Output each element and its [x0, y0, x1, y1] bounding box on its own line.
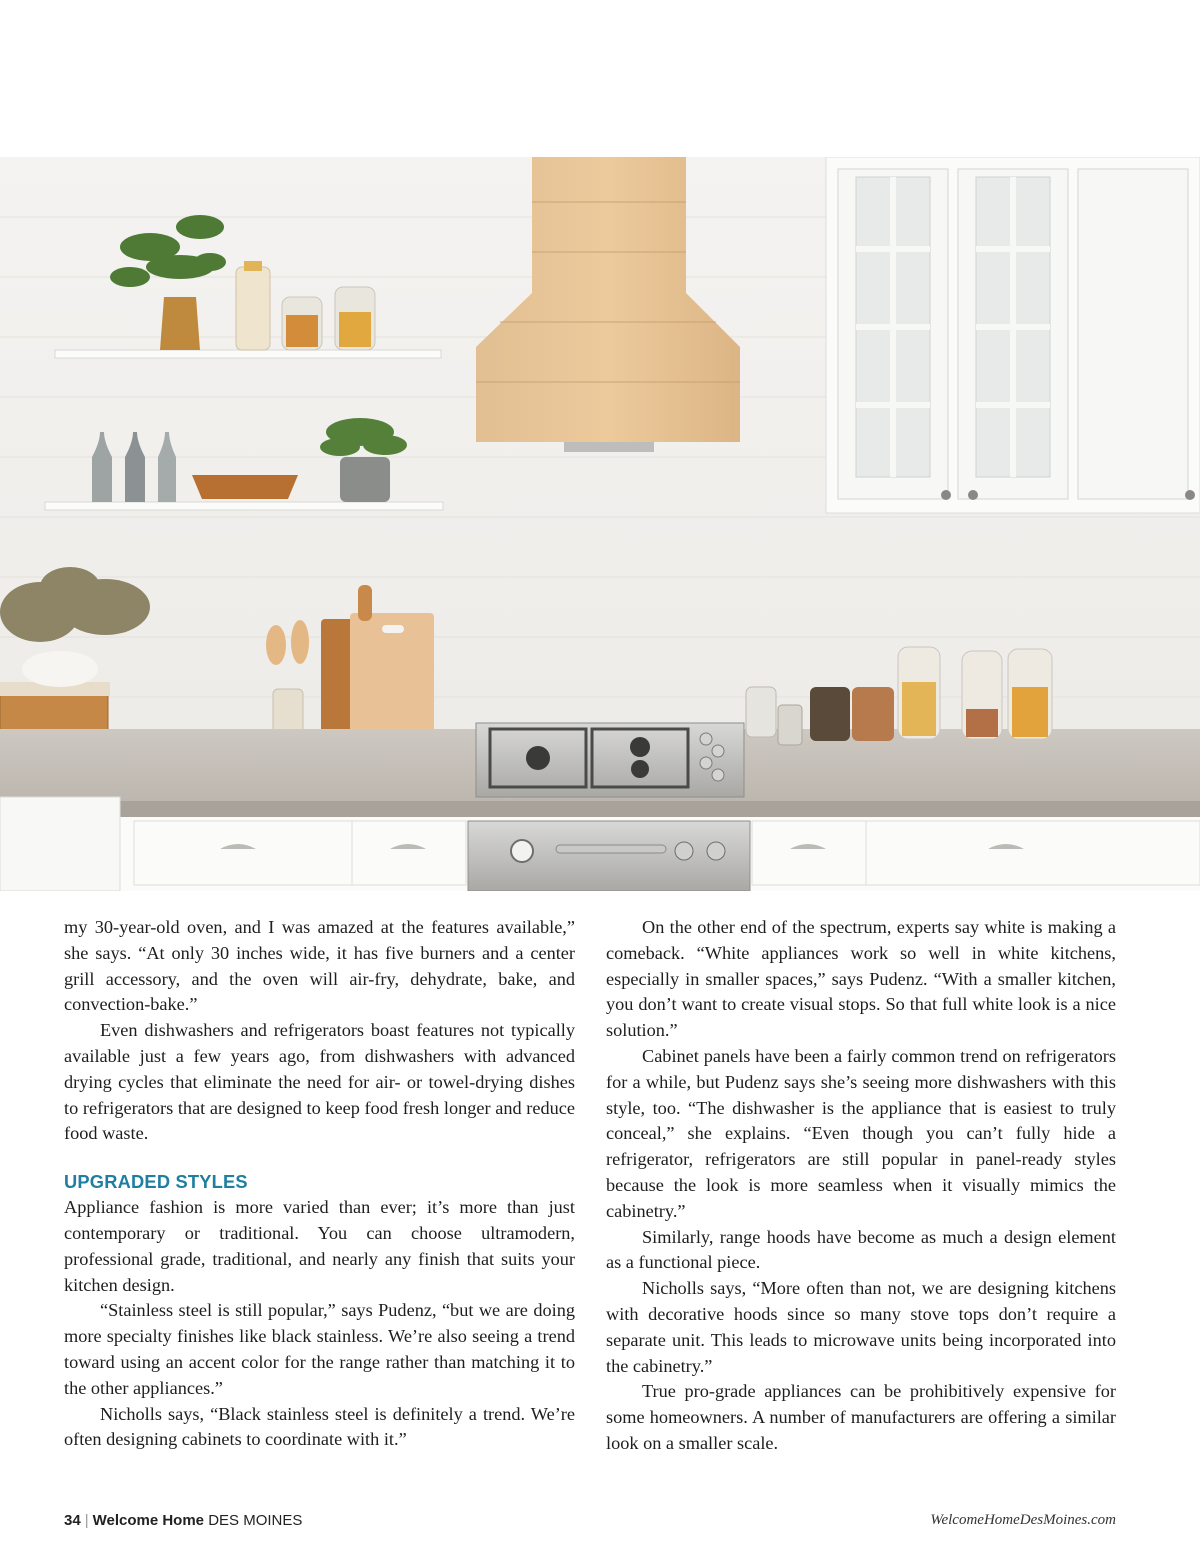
website-url: WelcomeHomeDesMoines.com: [930, 1512, 1116, 1528]
body-paragraph: my 30-year-old oven, and I was amazed at the features available,” she says. “At only 30 inches wide, it has five burners and a center grill accessory, and the oven will air-fry, dehydrate, bake, and convection-bake.”: [64, 917, 575, 1015]
body-paragraph: On the other end of the spectrum, experts say white is making a comeback. “White appliances work so well in white kitchens, especially in smaller spaces,” says Pudenz. “With a smaller kitchen, you don’t want to create visual stops. So that full white look is a nice solution.”: [606, 917, 1116, 1041]
footer-separator: |: [84, 1512, 89, 1529]
body-paragraph: Cabinet panels have been a fairly common trend on refrigerators for a while, but Pudenz says she’s seeing more dishwashers with this style, too. “The dishwasher is the appliance that is easiest to truly conceal,” she explains. “Even though you can’t fully hide a refrigerator, refrigerators are still popular in panel-ready styles because the look is more seamless when it visually mimics the cabinetry.”: [606, 1045, 1116, 1221]
body-paragraph: Appliance fashion is more varied than ever; it’s more than just contemporary or traditional. You can choose ultramodern, professional grade, traditional, and nearly any finish that suits your kitchen design.: [64, 1197, 575, 1295]
magazine-brand: Welcome Home: [92, 1512, 205, 1529]
body-paragraph: Nicholls says, “Black stainless steel is definitely a trend. We’re often designing cabinets to coordinate with it.”: [64, 1403, 575, 1450]
body-paragraph: Similarly, range hoods have become as much a design element as a functional piece.: [606, 1226, 1116, 1273]
page-footer: [64, 1512, 1116, 1536]
page-number: 34: [64, 1512, 81, 1529]
left-column: [64, 915, 575, 1453]
right-column: [606, 915, 1116, 1457]
footer-folio: [64, 1512, 302, 1529]
body-paragraph: True pro-grade appliances can be prohibitively expensive for some homeowners. A number of manufacturers are offering a similar look on a smaller scale.: [606, 1381, 1116, 1453]
kitchen-photo: [0, 157, 1200, 891]
section-heading: UPGRADED STYLES: [64, 1171, 248, 1193]
body-paragraph: Even dishwashers and refrigerators boast features not typically available just a few years ago, from dishwashers with advanced drying cycles that eliminate the need for air- or towel-drying dishes to refrigerators that are designed to keep food fresh longer and reduce food waste.: [64, 1020, 575, 1144]
body-paragraph: “Stainless steel is still popular,” says Pudenz, “but we are doing more specialty finishes like black stainless. We’re also seeing a trend toward using an accent color for the range rather than matching it to the other appliances.”: [64, 1300, 575, 1398]
magazine-city: DES MOINES: [208, 1512, 303, 1529]
body-paragraph: Nicholls says, “More often than not, we are designing kitchens with decorative hoods since so many stove tops don’t require a separate unit. This leads to microwave units being incorporated into the cabinetry.”: [606, 1278, 1116, 1376]
